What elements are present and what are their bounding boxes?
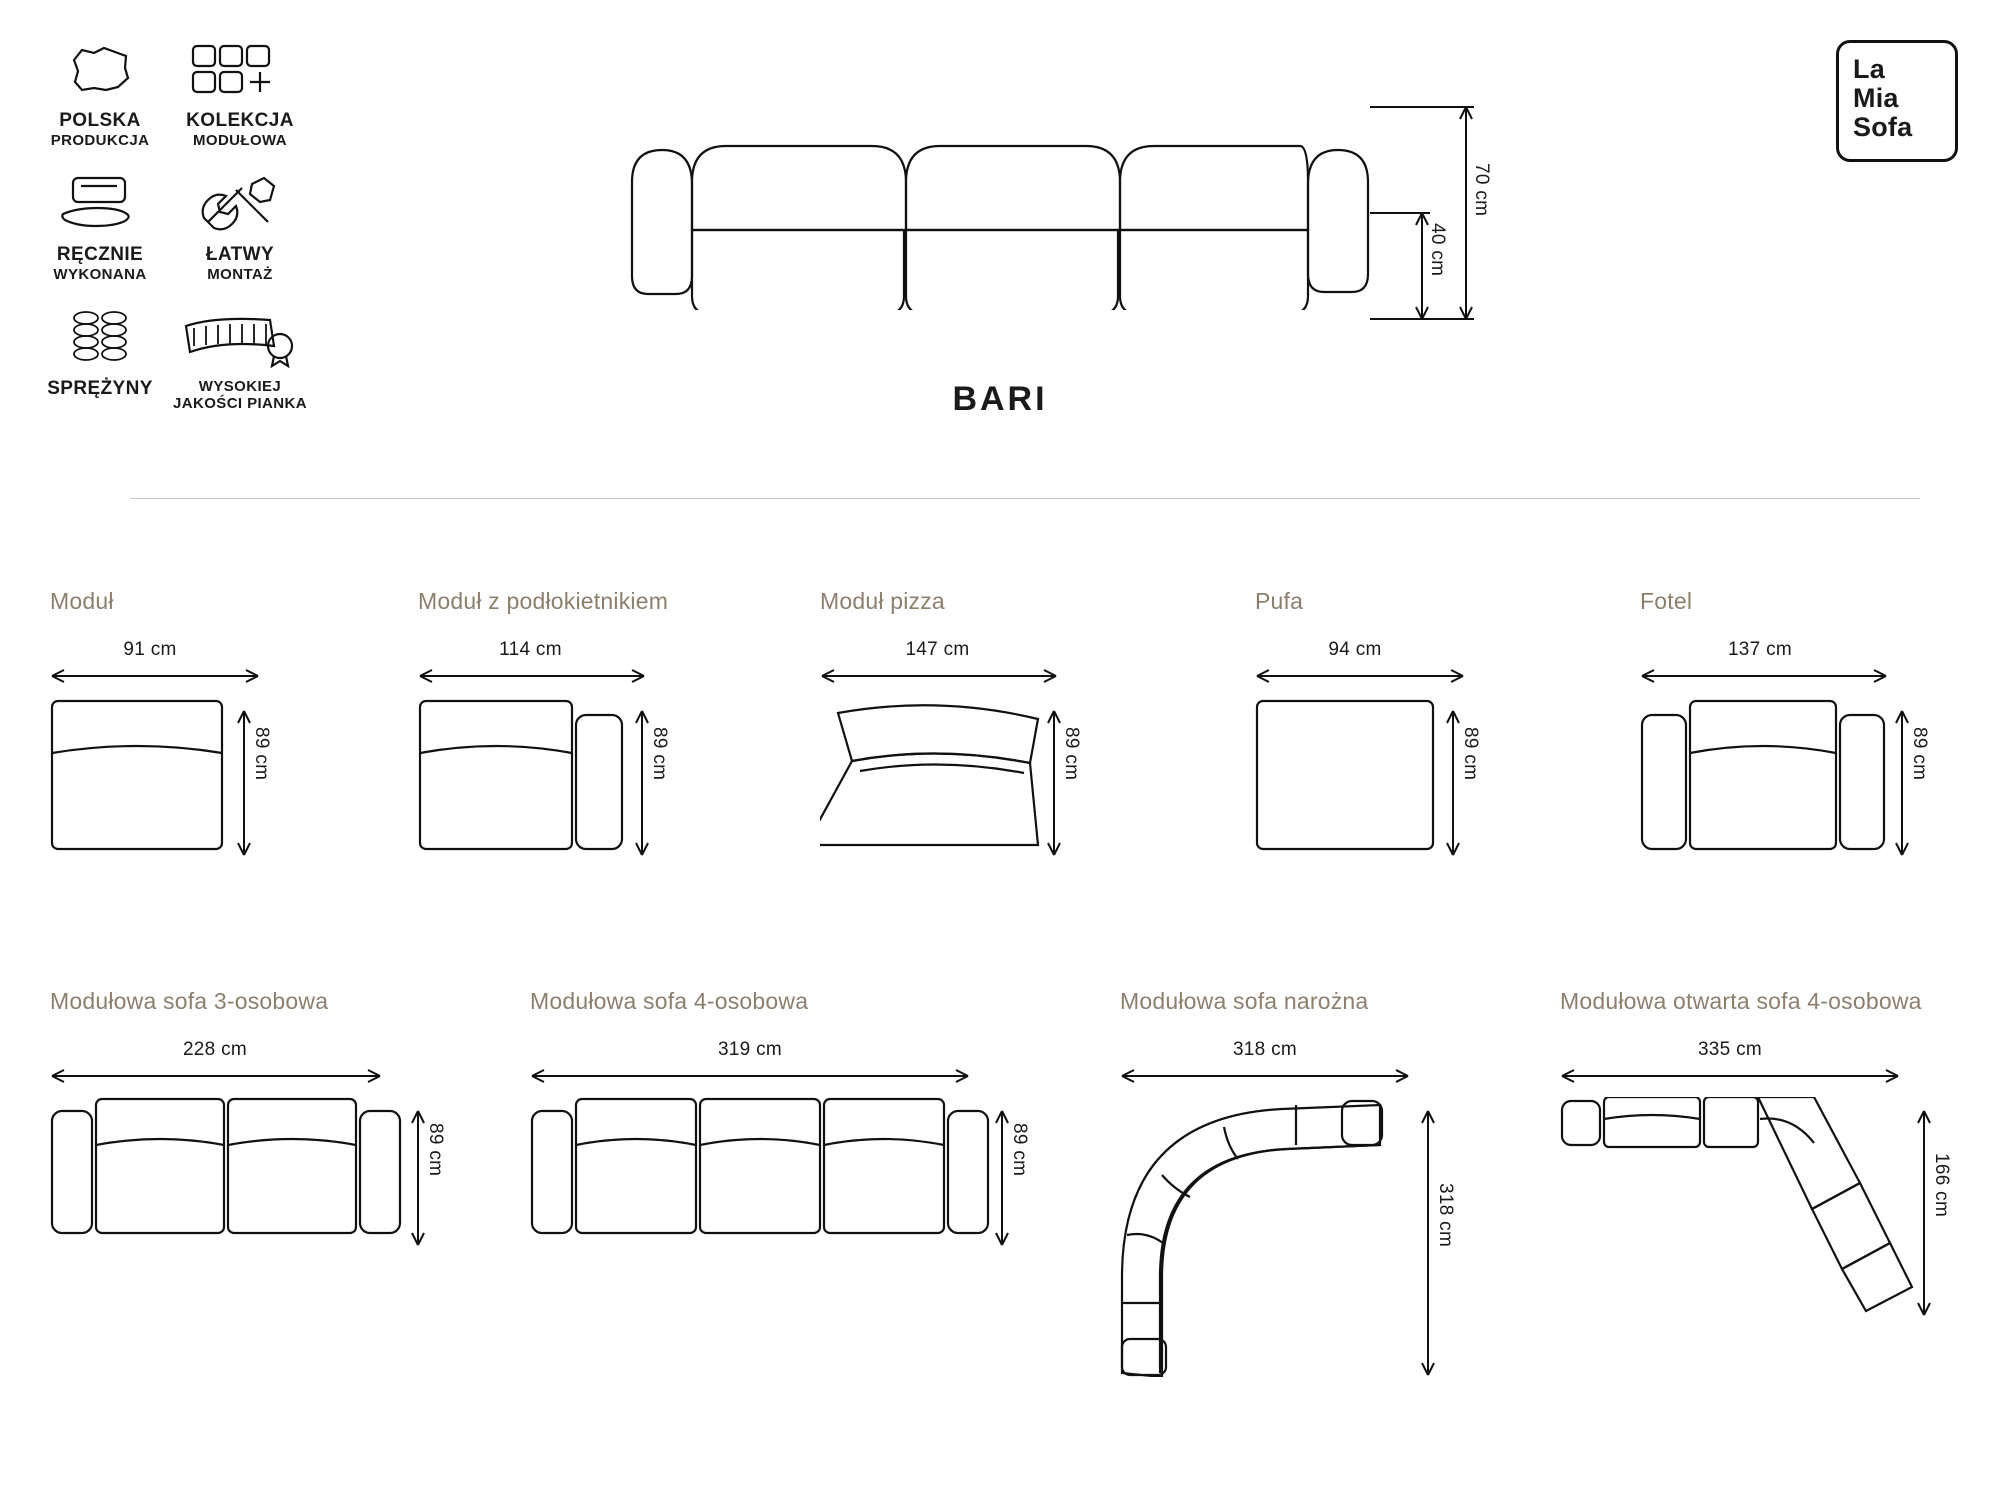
tools-icon bbox=[196, 164, 284, 242]
item-sofa-narozna bbox=[1120, 988, 1500, 1377]
hero-total-height-label: 70 cm bbox=[1471, 163, 1492, 217]
logo-line-3: Sofa bbox=[1853, 111, 1913, 142]
item-depth-label: 318 cm bbox=[1435, 1183, 1456, 1248]
modular-squares-icon bbox=[188, 30, 293, 108]
feature-label-line1: ŁATWY bbox=[205, 243, 275, 265]
item-width-label: 137 cm bbox=[1727, 639, 1793, 660]
item-title: Moduł z podłokietnikiem bbox=[418, 588, 669, 614]
item-modul bbox=[50, 588, 340, 857]
item-depth-label: 89 cm bbox=[1460, 727, 1481, 781]
feature-recznie-wykonana bbox=[30, 164, 170, 284]
otwarta-sofa-top-view bbox=[1560, 1097, 1920, 1317]
feature-label-line2: PRODUKCJA bbox=[50, 131, 150, 149]
feature-label-line1: RĘCZNIE bbox=[56, 243, 144, 265]
section-divider bbox=[130, 498, 1920, 499]
item-width-label: 147 cm bbox=[905, 639, 970, 660]
item-pufa bbox=[1255, 588, 1545, 857]
item-title: Moduł bbox=[50, 588, 114, 614]
item-sofa-4-osobowa bbox=[530, 988, 1030, 1247]
feature-kolekcja-modulowa bbox=[170, 30, 310, 150]
item-title: Moduł pizza bbox=[820, 588, 945, 614]
item-fotel bbox=[1640, 588, 1960, 857]
feature-label-line2: WYKONANA bbox=[53, 265, 147, 283]
item-width-label: 94 cm bbox=[1328, 639, 1382, 660]
product-name: BARI bbox=[952, 380, 1048, 418]
foam-badge-icon bbox=[176, 298, 304, 376]
item-depth-label: 89 cm bbox=[1061, 727, 1082, 781]
feature-label-line1: KOLEKCJA bbox=[186, 110, 294, 131]
logo-line-2: Mia bbox=[1853, 82, 1899, 113]
hero-seat-height-label: 40 cm bbox=[1427, 223, 1448, 277]
item-title: Modułowa sofa narożna bbox=[1120, 988, 1369, 1014]
item-depth-label: 89 cm bbox=[251, 727, 272, 781]
item-title: Fotel bbox=[1640, 588, 1693, 614]
feature-sprezyny bbox=[30, 298, 170, 413]
item-modul-pizza bbox=[820, 588, 1150, 857]
feature-label-line2: MODUŁOWA bbox=[192, 131, 288, 149]
item-modul-z-podlokietnikiem bbox=[418, 588, 748, 857]
item-title: Modułowa sofa 4-osobowa bbox=[530, 988, 809, 1014]
hero-dimension-lines bbox=[1370, 95, 1600, 335]
feature-label-line1: POLSKA bbox=[59, 110, 141, 131]
item-depth-label: 89 cm bbox=[1909, 727, 1930, 781]
feature-label-line2: MONTAŻ bbox=[207, 265, 273, 283]
feature-label-line1: WYSOKIEJ bbox=[198, 377, 282, 395]
fotel-top-view bbox=[1640, 697, 1908, 857]
feature-row-3 bbox=[30, 298, 360, 413]
feature-latwy-montaz bbox=[170, 164, 310, 284]
item-title: Pufa bbox=[1255, 588, 1304, 614]
item-width-label: 114 cm bbox=[499, 639, 562, 660]
item-title: Modułowa otwarta sofa 4-osobowa bbox=[1560, 988, 1922, 1014]
springs-icon bbox=[64, 298, 136, 376]
feature-polska-produkcja bbox=[30, 30, 170, 150]
sofa-3-top-view bbox=[50, 1097, 410, 1247]
item-sofa-3-osobowa bbox=[50, 988, 450, 1247]
item-title: Modułowa sofa 3-osobowa bbox=[50, 988, 329, 1014]
item-width-label: 319 cm bbox=[717, 1039, 783, 1060]
item-depth-label: 166 cm bbox=[1931, 1153, 1952, 1218]
feature-label-line2: JAKOŚCI PIANKA bbox=[173, 394, 307, 412]
feature-wysokiej-jakosci-pianka bbox=[170, 298, 310, 413]
item-width-label: 318 cm bbox=[1232, 1039, 1298, 1060]
feature-badges bbox=[30, 30, 360, 427]
sofa-narozna-top-view bbox=[1120, 1097, 1430, 1377]
item-otwarta-sofa-4-osobowa bbox=[1560, 988, 1980, 1317]
item-width-label: 91 cm bbox=[123, 639, 177, 660]
feature-row-1 bbox=[30, 30, 360, 150]
feature-row-2 bbox=[30, 164, 360, 284]
item-depth-label: 89 cm bbox=[425, 1123, 446, 1177]
item-width-label: 228 cm bbox=[182, 1039, 248, 1060]
feature-label-line1: SPRĘŻYNY bbox=[47, 377, 153, 399]
logo-line-1: La bbox=[1853, 54, 1885, 84]
item-width-label: 335 cm bbox=[1697, 1039, 1763, 1060]
hand-sofa-icon bbox=[57, 164, 143, 242]
poland-map-icon bbox=[68, 30, 132, 108]
item-depth-label: 89 cm bbox=[649, 727, 670, 781]
brand-logo bbox=[1836, 40, 1958, 162]
item-depth-label: 89 cm bbox=[1009, 1123, 1030, 1177]
hero-sofa-illustration bbox=[620, 70, 1380, 310]
sofa-4-top-view bbox=[530, 1097, 990, 1247]
